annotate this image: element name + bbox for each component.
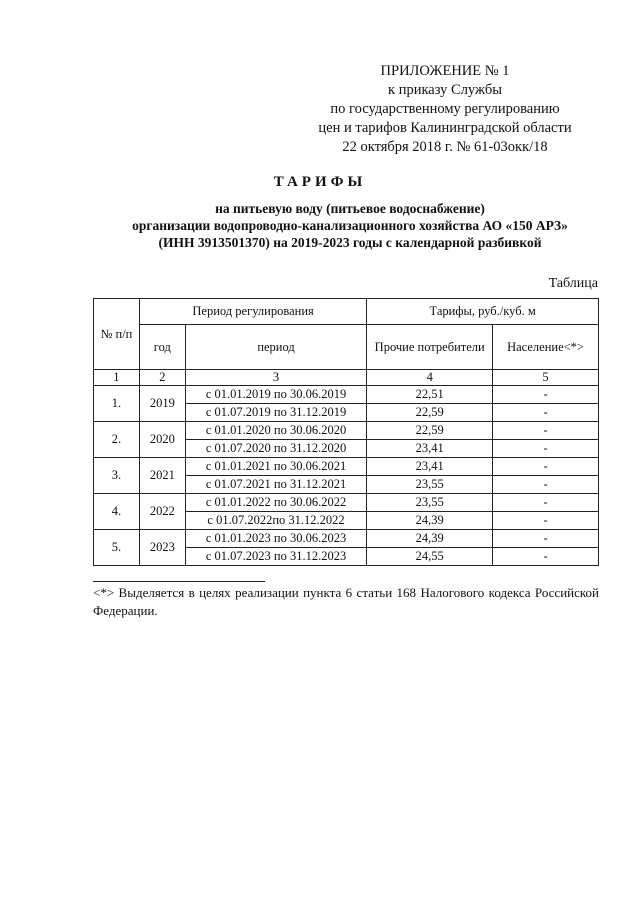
subtitle-line-2: организации водопроводно-канализационного хозяйства АО «150 АРЗ» [132,218,568,233]
row-period: с 01.01.2021 по 30.06.2021 [185,458,367,476]
table-caption: Таблица [548,276,598,291]
column-number: 2 [139,370,185,386]
row-year: 2020 [139,422,185,458]
footnote-divider [93,581,265,582]
row-other-tariff: 22,51 [367,386,493,404]
header-tariffs: Тарифы, руб./куб. м [367,299,599,325]
row-population-tariff: - [493,404,599,422]
row-other-tariff: 24,55 [367,548,493,566]
subtitle-line-3: (ИНН 3913501370) на 2019-2023 годы с календарной разбивкой [158,235,542,250]
row-num: 1. [94,386,140,422]
row-year: 2023 [139,530,185,566]
appendix-number: ПРИЛОЖЕНИЕ № 1 [380,63,510,79]
row-other-tariff: 22,59 [367,404,493,422]
document-subtitle [60,200,640,251]
table-row [94,530,599,548]
row-other-tariff: 23,55 [367,476,493,494]
column-number: 5 [493,370,599,386]
row-period: с 01.01.2023 по 30.06.2023 [185,530,367,548]
appendix-service-line: по государственному регулированию [330,101,560,117]
row-year: 2021 [139,458,185,494]
row-other-tariff: 23,41 [367,440,493,458]
row-period: с 01.07.2019 по 31.12.2019 [185,404,367,422]
row-population-tariff: - [493,512,599,530]
row-other-tariff: 24,39 [367,512,493,530]
column-number: 3 [185,370,367,386]
row-period: с 01.07.2021 по 31.12.2021 [185,476,367,494]
row-other-tariff: 23,41 [367,458,493,476]
header-period: период [185,325,367,370]
table-row [94,458,599,476]
row-population-tariff: - [493,458,599,476]
row-population-tariff: - [493,440,599,458]
row-num: 2. [94,422,140,458]
row-population-tariff: - [493,548,599,566]
row-period: с 01.07.2022по 31.12.2022 [185,512,367,530]
table-row [94,422,599,440]
header-period-regulation: Период регулирования [139,299,366,325]
row-other-tariff: 22,59 [367,422,493,440]
table-row [94,494,599,512]
appendix-header [290,62,600,157]
row-num: 3. [94,458,140,494]
row-population-tariff: - [493,530,599,548]
row-num: 4. [94,494,140,530]
row-population-tariff: - [493,476,599,494]
row-period: с 01.01.2020 по 30.06.2020 [185,422,367,440]
row-other-tariff: 23,55 [367,494,493,512]
document-title: ТАРИФЫ [273,174,367,190]
appendix-order-date: 22 октября 2018 г. № 61-03окк/18 [342,139,548,155]
appendix-region-line: цен и тарифов Калининградской области [318,120,572,136]
row-population-tariff: - [493,494,599,512]
table-row [94,386,599,404]
row-period: с 01.01.2019 по 30.06.2019 [185,386,367,404]
column-number: 1 [94,370,140,386]
row-population-tariff: - [493,422,599,440]
row-other-tariff: 24,39 [367,530,493,548]
header-num: № п/п [94,299,140,370]
header-population: Население<*> [493,325,599,370]
subtitle-line-1: на питьевую воду (питьевое водоснабжение) [215,201,485,216]
row-year: 2022 [139,494,185,530]
appendix-order-ref: к приказу Службы [388,82,502,98]
header-other-consumers: Прочие потребители [367,325,493,370]
row-year: 2019 [139,386,185,422]
row-num: 5. [94,530,140,566]
row-period: с 01.07.2020 по 31.12.2020 [185,440,367,458]
row-population-tariff: - [493,386,599,404]
header-year: год [139,325,185,370]
row-period: с 01.01.2022 по 30.06.2022 [185,494,367,512]
column-number: 4 [367,370,493,386]
footnote: <*> Выделяется в целях реализации пункта 6 статьи 168 Налогового кодекса Российской Федерации. [93,585,599,618]
row-period: с 01.07.2023 по 31.12.2023 [185,548,367,566]
tariffs-table [93,298,599,566]
